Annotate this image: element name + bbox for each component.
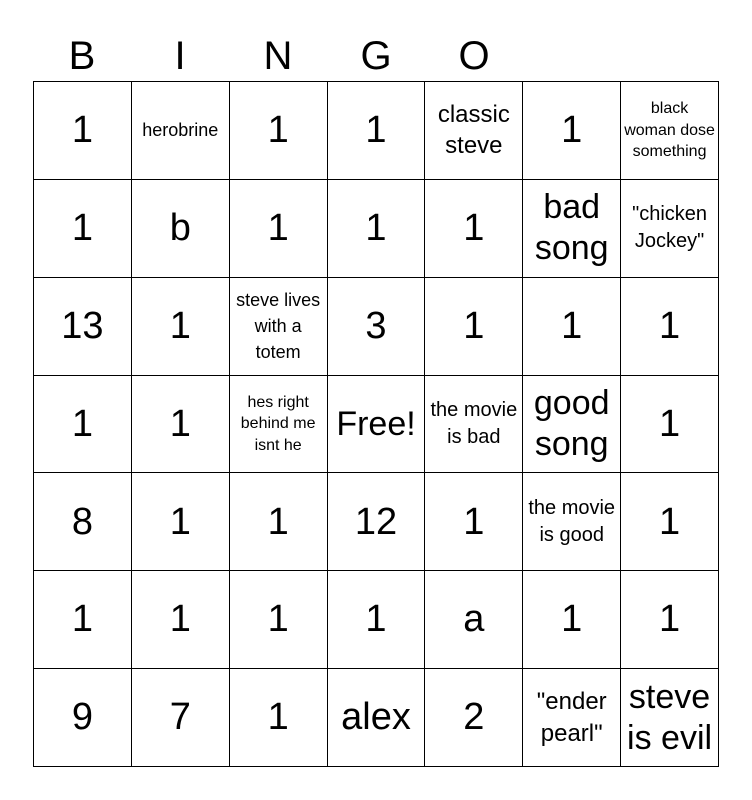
bingo-cell[interactable]: 13 xyxy=(34,278,132,376)
bingo-cell[interactable]: 1 xyxy=(34,376,132,474)
bingo-cell[interactable]: 9 xyxy=(34,669,132,767)
bingo-cell[interactable]: 12 xyxy=(328,473,426,571)
bingo-cell[interactable]: 1 xyxy=(621,278,719,376)
bingo-cell[interactable]: 1 xyxy=(328,82,426,180)
bingo-cell[interactable]: 3 xyxy=(328,278,426,376)
bingo-cell[interactable]: 1 xyxy=(523,571,621,669)
bingo-cell[interactable]: a xyxy=(425,571,523,669)
bingo-cell[interactable]: 1 xyxy=(230,571,328,669)
header-letter-g: G xyxy=(360,34,392,78)
bingo-cell[interactable]: 1 xyxy=(230,82,328,180)
bingo-cell[interactable]: 1 xyxy=(132,473,230,571)
bingo-cell[interactable]: bad song xyxy=(523,180,621,278)
bingo-cell[interactable]: classic steve xyxy=(425,82,523,180)
bingo-cell[interactable]: 1 xyxy=(132,376,230,474)
bingo-cell[interactable]: "ender pearl" xyxy=(523,669,621,767)
bingo-cell[interactable]: b xyxy=(132,180,230,278)
bingo-cell[interactable]: black woman dose something xyxy=(621,82,719,180)
bingo-cell[interactable]: 1 xyxy=(425,278,523,376)
bingo-cell[interactable]: good song xyxy=(523,376,621,474)
bingo-cell[interactable]: 1 xyxy=(34,82,132,180)
bingo-cell[interactable]: 1 xyxy=(132,571,230,669)
bingo-header xyxy=(33,30,523,82)
bingo-cell[interactable]: 1 xyxy=(132,278,230,376)
bingo-grid xyxy=(33,81,719,767)
bingo-cell[interactable]: 1 xyxy=(328,180,426,278)
bingo-cell[interactable]: "chicken Jockey" xyxy=(621,180,719,278)
header-letter-b: B xyxy=(68,34,96,78)
bingo-cell[interactable]: 1 xyxy=(621,376,719,474)
bingo-cell[interactable]: 1 xyxy=(523,278,621,376)
bingo-cell[interactable]: 1 xyxy=(621,571,719,669)
bingo-cell[interactable]: the movie is good xyxy=(523,473,621,571)
header-letter-n: N xyxy=(263,34,293,78)
bingo-cell[interactable]: 1 xyxy=(328,571,426,669)
bingo-cell[interactable]: 8 xyxy=(34,473,132,571)
bingo-cell[interactable]: hes right behind me isnt he xyxy=(230,376,328,474)
bingo-cell[interactable]: steve is evil xyxy=(621,669,719,767)
bingo-cell[interactable]: steve lives with a totem xyxy=(230,278,328,376)
header-letter-o: O xyxy=(458,34,490,78)
bingo-cell[interactable]: 1 xyxy=(230,180,328,278)
bingo-cell[interactable]: 1 xyxy=(34,180,132,278)
bingo-cell[interactable]: 1 xyxy=(230,473,328,571)
header-letter-i: I xyxy=(174,34,186,78)
bingo-cell[interactable]: 1 xyxy=(523,82,621,180)
bingo-cell[interactable]: alex xyxy=(328,669,426,767)
bingo-cell[interactable]: 1 xyxy=(425,473,523,571)
bingo-cell[interactable]: 1 xyxy=(621,473,719,571)
bingo-cell[interactable]: 1 xyxy=(425,180,523,278)
bingo-cell[interactable]: the movie is bad xyxy=(425,376,523,474)
bingo-cell[interactable]: herobrine xyxy=(132,82,230,180)
bingo-cell[interactable]: 1 xyxy=(230,669,328,767)
bingo-cell[interactable]: 1 xyxy=(34,571,132,669)
bingo-cell[interactable]: 2 xyxy=(425,669,523,767)
bingo-cell[interactable]: 7 xyxy=(132,669,230,767)
bingo-cell[interactable]: Free! xyxy=(328,376,426,474)
